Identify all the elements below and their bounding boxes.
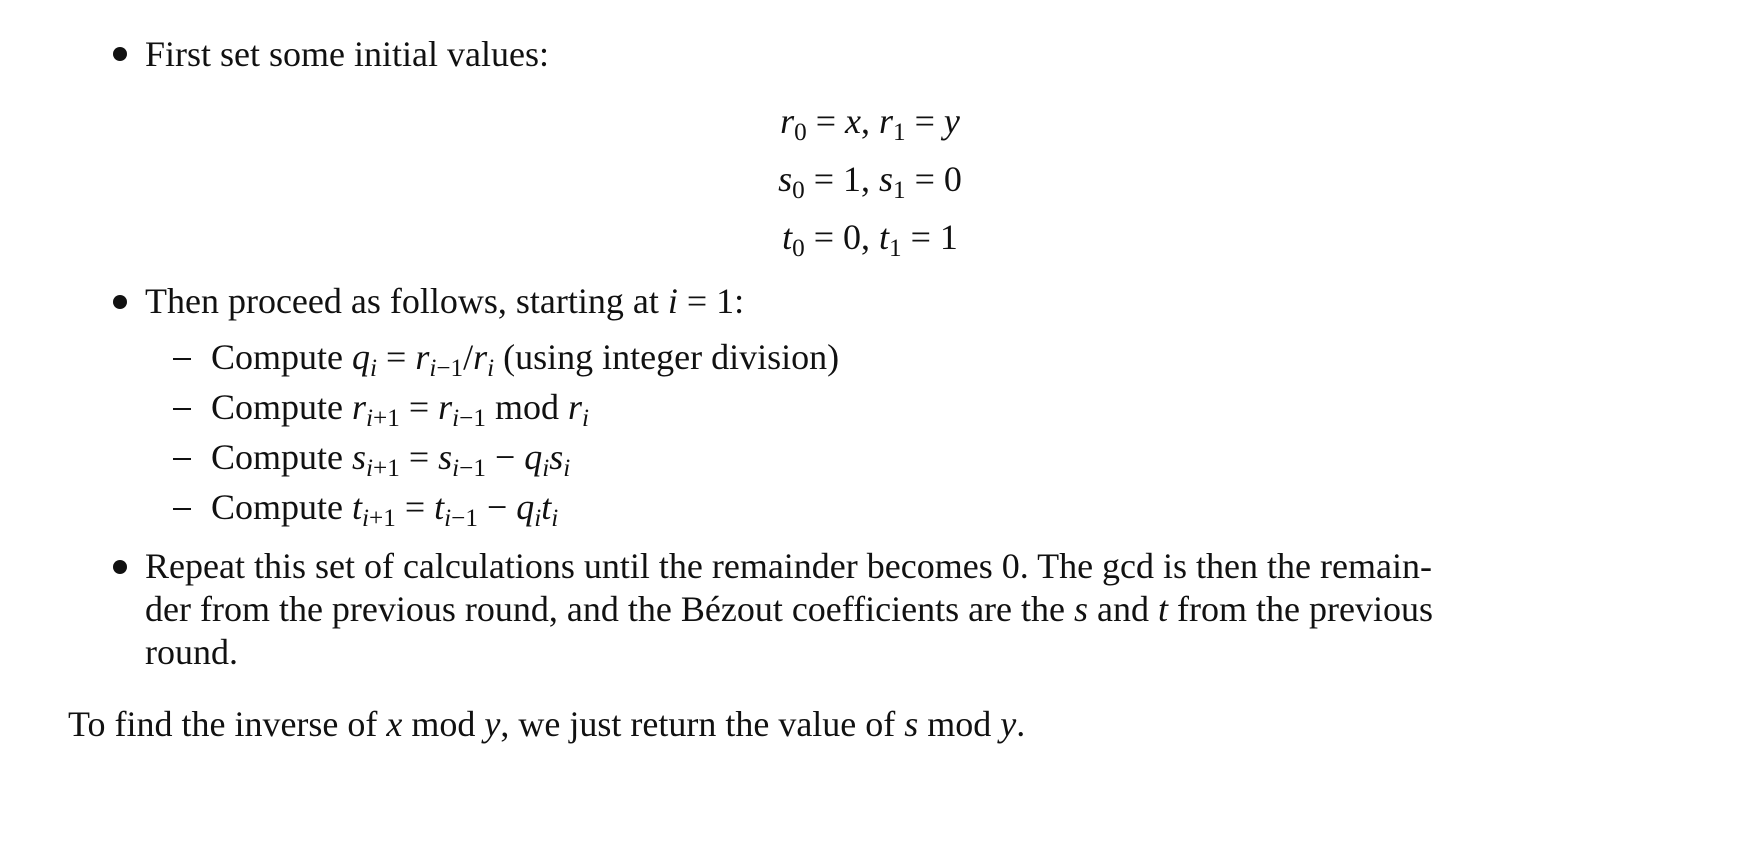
bullet-text-initial-values: First set some initial values: bbox=[145, 34, 549, 74]
bullet-text-repeat-line1: Repeat this set of calculations until the remainder becomes 0. The gcd is then the remain- bbox=[145, 546, 1432, 586]
bullet-text-repeat-line3: round. bbox=[145, 632, 238, 672]
dash-marker bbox=[173, 458, 191, 460]
step-compute-s: Compute $s_{i+1} = s_{i-1} - q_is_i$ bbox=[211, 437, 571, 483]
dash-marker bbox=[173, 508, 191, 510]
bullet-text-proceed: Then proceed as follows, starting at i = 1: bbox=[145, 281, 745, 321]
bullet-marker bbox=[113, 47, 127, 61]
bullet-marker bbox=[113, 295, 127, 309]
equation-r: $r_0 = x$, $r_1 = y$ bbox=[780, 101, 960, 147]
bullet-marker bbox=[113, 560, 127, 574]
step-compute-t: Compute $t_{i+1} = t_{i-1} - q_it_i$ bbox=[211, 487, 559, 533]
step-compute-r: Compute $r_{i+1} = r_{i-1}$ mod $r_i$ bbox=[211, 387, 589, 433]
closing-paragraph: To find the inverse of x mod y, we just return the value of s mod y. bbox=[68, 704, 1026, 744]
bullet-text-repeat-line2: der from the previous round, and the Bézout coefficients are the s and t from the previous bbox=[145, 589, 1433, 629]
equation-t: $t_0 = 0$, $t_1 = 1$ bbox=[782, 217, 958, 263]
step-compute-q: Compute $q_i = r_{i-1}/r_i$ (using integer division) bbox=[211, 337, 840, 383]
dash-marker bbox=[173, 358, 191, 360]
dash-marker bbox=[173, 408, 191, 410]
initial-values-equations bbox=[0, 92, 1740, 266]
equation-s: $s_0 = 1$, $s_1 = 0$ bbox=[778, 159, 962, 205]
